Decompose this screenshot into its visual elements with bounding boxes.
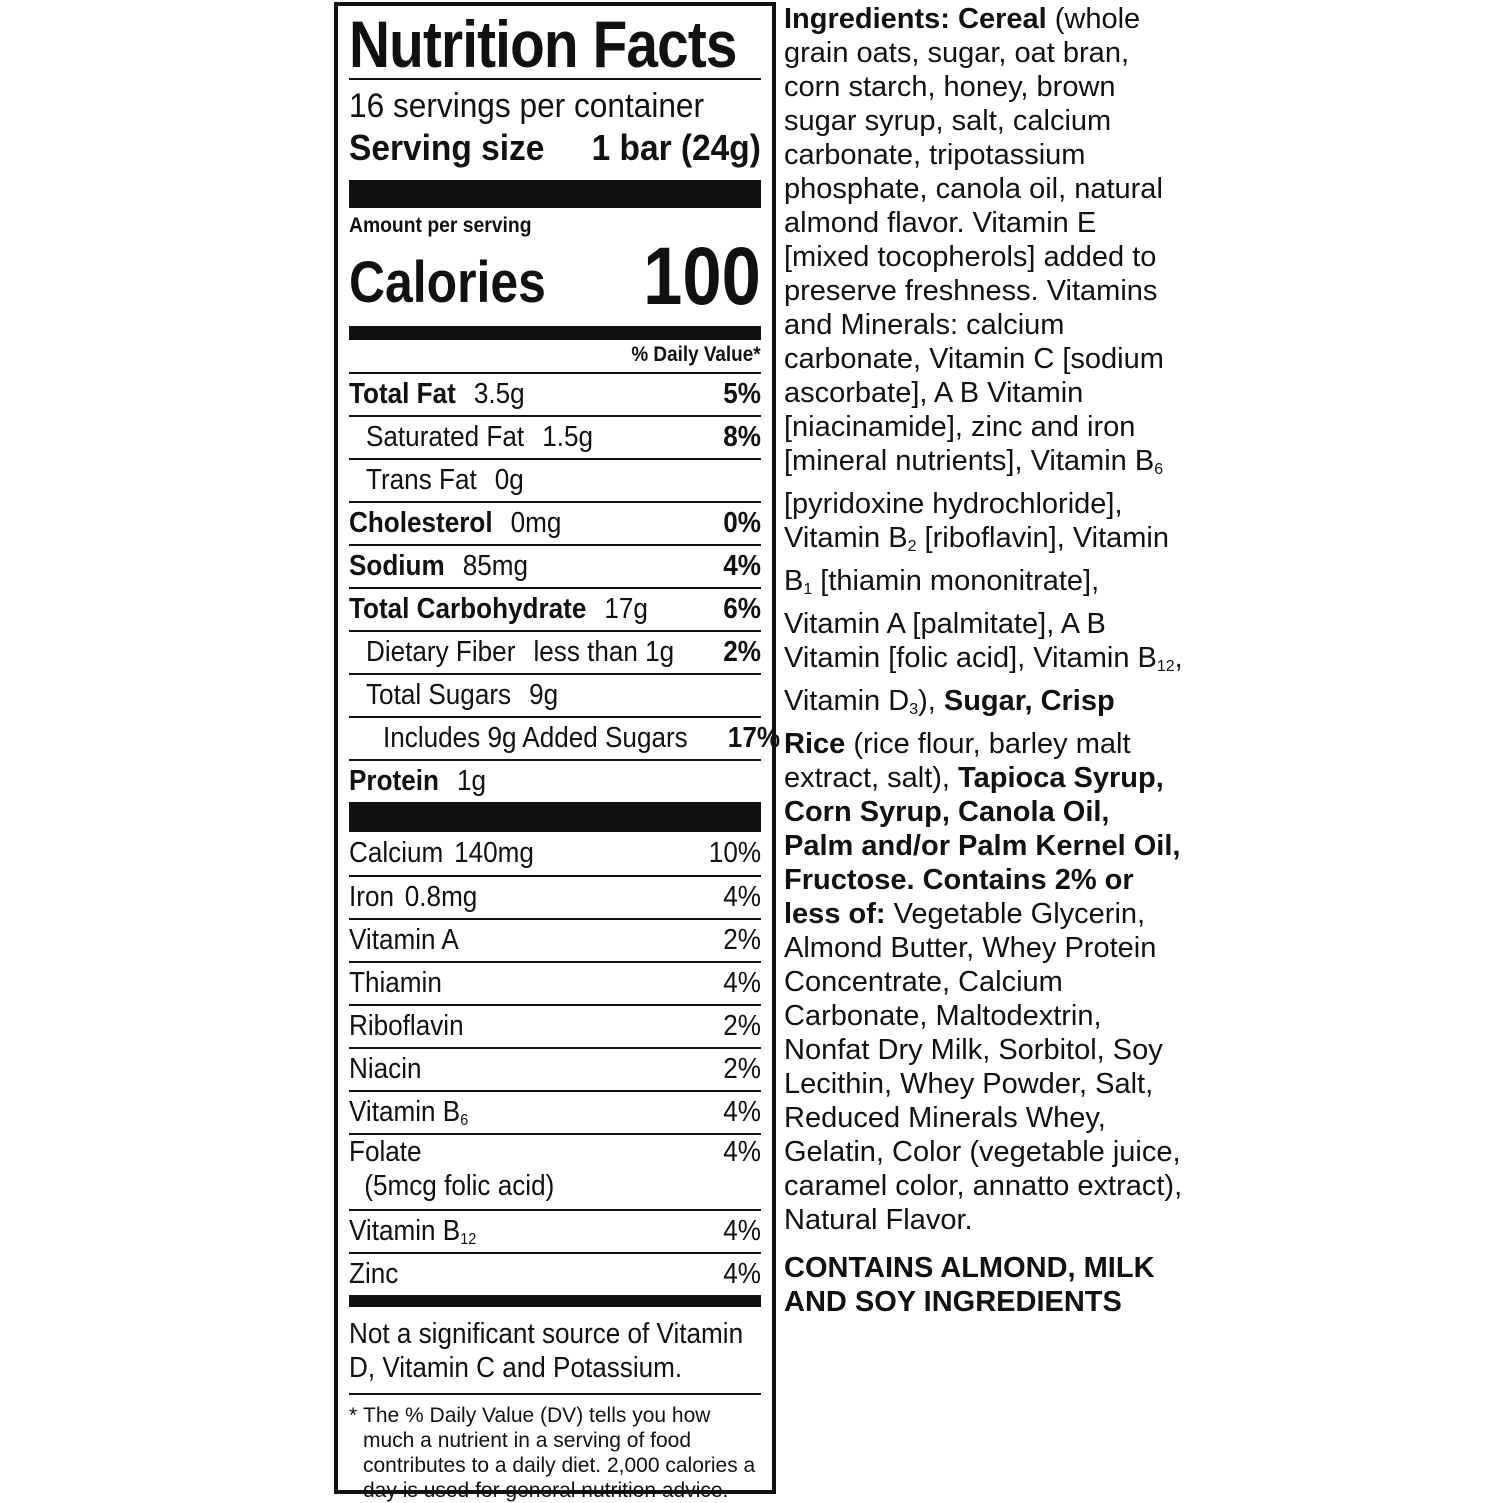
vitamin-name: Riboflavin — [349, 1010, 464, 1042]
allergen-statement: CONTAINS ALMOND, MILK AND SOY INGREDIENTS — [784, 1252, 1155, 1318]
nutrient-daily-value: 17% — [727, 722, 780, 754]
nutrient-daily-value: 6% — [723, 593, 761, 625]
vitamin-row — [349, 1004, 761, 1047]
vitamin-daily-value: 2% — [723, 1010, 761, 1042]
vitamin-label — [349, 1096, 481, 1130]
nutrient-label — [349, 765, 501, 798]
nutrient-list — [349, 372, 780, 802]
thick-divider — [349, 802, 761, 832]
nutrient-row — [349, 630, 761, 673]
nutrient-label — [366, 421, 618, 454]
vitamin-name: Vitamin B — [349, 1095, 461, 1128]
calories-label: Calories — [349, 250, 546, 315]
ingredient-text: [thiamin mononitrate], Vitamin A [palmitate], A B Vitamin [folic acid], Vitamin B — [784, 565, 1157, 674]
nutrient-label — [366, 636, 708, 669]
medium-divider — [349, 1295, 761, 1307]
nutrient-name: Trans Fat — [366, 464, 477, 496]
ingredients-text — [784, 2, 1184, 1237]
nutrient-name: Cholesterol — [349, 507, 493, 539]
ingredient-subscript: 1 — [803, 581, 813, 598]
vitamin-name: Niacin — [349, 1053, 422, 1085]
nutrient-label — [366, 464, 541, 497]
nutrient-amount: 3.5g — [473, 378, 525, 410]
nutrient-amount: 0mg — [510, 507, 562, 539]
vitamin-row — [349, 1133, 761, 1209]
nutrition-facts-panel — [334, 2, 780, 1502]
vitamin-row — [349, 1090, 761, 1133]
ingredient-subscript: 12 — [1156, 658, 1175, 675]
serving-size-value: 1 bar (24g) — [591, 127, 761, 168]
nutrient-name: Total Sugars — [366, 679, 512, 711]
nutrient-amount: 85mg — [462, 550, 529, 582]
nutrient-daily-value: 2% — [723, 636, 761, 668]
ingredient-text: Vegetable Glycerin, Almond Butter, Whey Protein Concentrate, Calcium Carbonate, Maltodextrin, Nonfat Dry Milk, Sorbitol, Soy Lecithin, Whey Powder, Salt, Reduced Minerals Whey, Gelatin, Color (vegetable juice, caramel color, annatto extract), Natural Flavor. — [784, 898, 1183, 1236]
vitamin-daily-value: 4% — [723, 967, 761, 999]
nutrient-label — [349, 550, 548, 583]
medium-divider — [349, 326, 761, 340]
nutrient-row — [349, 372, 761, 415]
nutrient-name: Total Carbohydrate — [349, 593, 587, 625]
nutrition-facts-title: Nutrition Facts — [349, 7, 737, 81]
footnote-star: * — [349, 1404, 358, 1427]
ingredient-emphasis: Ingredients: Cereal — [784, 3, 1047, 35]
nutrient-name: Dietary Fiber — [366, 636, 516, 668]
vitamin-name: Iron — [349, 881, 394, 913]
vitamin-name: Folate — [349, 1136, 422, 1168]
footnote-text: The % Daily Value (DV) tells you how much a nutrient in a serving of food contributes to a daily diet. 2,000 calories a day is used for general nutrition advice. — [363, 1404, 756, 1502]
nutrient-row — [349, 759, 761, 802]
nutrient-daily-value: 0% — [723, 507, 761, 539]
ingredient-text: (rice flour, barley malt extract, salt), — [784, 728, 1131, 794]
nutrient-daily-value: 4% — [723, 550, 761, 582]
vitamin-row — [349, 1252, 761, 1295]
vitamin-row — [349, 918, 761, 961]
vitamin-label — [349, 1010, 476, 1043]
nutrient-row — [349, 458, 761, 501]
nutrient-name: Includes 9g Added Sugars — [383, 722, 688, 754]
vitamin-label — [349, 881, 492, 914]
nutrient-amount: 0g — [494, 464, 524, 496]
vitamin-name: Zinc — [349, 1258, 399, 1290]
vitamin-row — [349, 875, 761, 918]
vitamin-daily-value: 2% — [723, 1053, 761, 1085]
thick-divider — [349, 180, 761, 208]
nutrient-amount: 1.5g — [542, 421, 594, 453]
nutrient-name: Sodium — [349, 550, 445, 582]
daily-value-header: % Daily Value* — [631, 343, 761, 366]
vitamin-daily-value: 4% — [723, 1258, 761, 1290]
vitamin-amount: (5mcg folic acid) — [364, 1170, 555, 1202]
nutrient-row — [349, 501, 761, 544]
vitamin-row — [349, 961, 761, 1004]
vitamin-label — [349, 1135, 577, 1203]
ingredient-text: [riboflavin], Vitamin B — [784, 522, 1170, 597]
nutrient-label — [349, 593, 681, 626]
nutrient-amount: 17g — [604, 593, 648, 625]
nutrient-label — [383, 722, 722, 755]
nutrient-name: Protein — [349, 765, 439, 797]
vitamin-daily-value: 4% — [723, 1096, 761, 1128]
vitamin-label — [349, 924, 471, 957]
vitamin-label — [349, 1053, 430, 1086]
vitamin-row — [349, 1209, 761, 1252]
serving-size — [349, 126, 761, 170]
amount-per-serving: Amount per serving — [349, 214, 532, 237]
ingredient-text: (whole grain oats, sugar, oat bran, corn starch, honey, brown sugar syrup, salt, calcium carbonate, tripotassium phosphate, canola oil, natural almond flavor. Vitamin E [mixed tocopherols] added to preserve freshness. Vitamins and Minerals: calcium carbonate, Vitamin C [sodium ascorbate], A B Vitamin [niacinamide], zinc and iron [mineral nutrients], Vitamin B — [784, 3, 1164, 477]
nutrient-name: Total Fat — [349, 378, 456, 410]
ingredient-text: [pyridoxine hydrochloride], Vitamin B — [784, 488, 1123, 554]
vitamin-daily-value: 4% — [723, 1136, 761, 1168]
nutrient-daily-value: 8% — [723, 421, 761, 453]
vitamin-daily-value: 2% — [723, 924, 761, 956]
nutrient-name: Saturated Fat — [366, 421, 525, 453]
vitamin-label — [349, 837, 554, 870]
daily-value-footnote — [349, 1395, 761, 1503]
ingredient-emphasis: Sugar, Crisp Rice — [784, 685, 1115, 760]
nutrient-amount: 1g — [456, 765, 487, 797]
nutrient-label — [366, 679, 580, 712]
vitamin-label — [349, 967, 452, 1000]
vitamin-label — [349, 1215, 490, 1249]
vitamin-daily-value: 4% — [723, 1215, 761, 1247]
nutrient-row — [349, 716, 780, 759]
vitamin-name: Vitamin A — [349, 924, 459, 956]
nutrient-label — [349, 507, 585, 540]
vitamin-list — [349, 832, 761, 1295]
ingredient-text: ), — [918, 685, 944, 717]
serving-size-label: Serving size — [349, 127, 545, 168]
vitamin-daily-value: 10% — [708, 837, 761, 869]
nutrient-amount: 9g — [529, 679, 559, 711]
nutrient-amount: less than 1g — [533, 636, 675, 668]
ingredient-subscript: 2 — [907, 538, 917, 555]
ingredient-subscript: 3 — [909, 701, 919, 718]
nutrient-row — [349, 544, 761, 587]
ingredient-emphasis: Tapioca Syrup, Corn Syrup, Canola Oil, Palm and/or Palm Kernel Oil, Fructose. Contains 2% or less of: — [784, 762, 1181, 930]
servings-per-container: 16 servings per container — [349, 87, 705, 125]
vitamin-name: Thiamin — [349, 967, 442, 999]
vitamin-subscript: 6 — [460, 1111, 469, 1129]
nutrient-row — [349, 587, 761, 630]
vitamin-name: Vitamin B — [349, 1214, 461, 1247]
vitamin-label — [349, 1258, 404, 1291]
ingredients-panel — [784, 2, 1184, 1319]
vitamin-amount: 140mg — [454, 837, 534, 869]
calories-value: 100 — [643, 231, 761, 322]
ingredient-subscript: 6 — [1154, 461, 1164, 478]
vitamin-daily-value: 4% — [723, 881, 761, 913]
nutrient-row — [349, 673, 761, 716]
not-significant-note: Not a significant source of Vitamin D, Vitamin C and Potassium. — [349, 1318, 744, 1384]
calories-row — [349, 231, 761, 322]
ingredient-text: , Vitamin D — [784, 642, 1183, 717]
vitamin-subscript: 12 — [460, 1230, 477, 1248]
nutrient-label — [349, 378, 544, 411]
vitamin-amount: 0.8mg — [404, 881, 478, 913]
vitamin-row — [349, 832, 761, 875]
nutrient-daily-value: 5% — [723, 378, 761, 410]
nutrient-row — [349, 415, 761, 458]
vitamin-name: Calcium — [349, 837, 444, 869]
vitamin-row — [349, 1047, 761, 1090]
